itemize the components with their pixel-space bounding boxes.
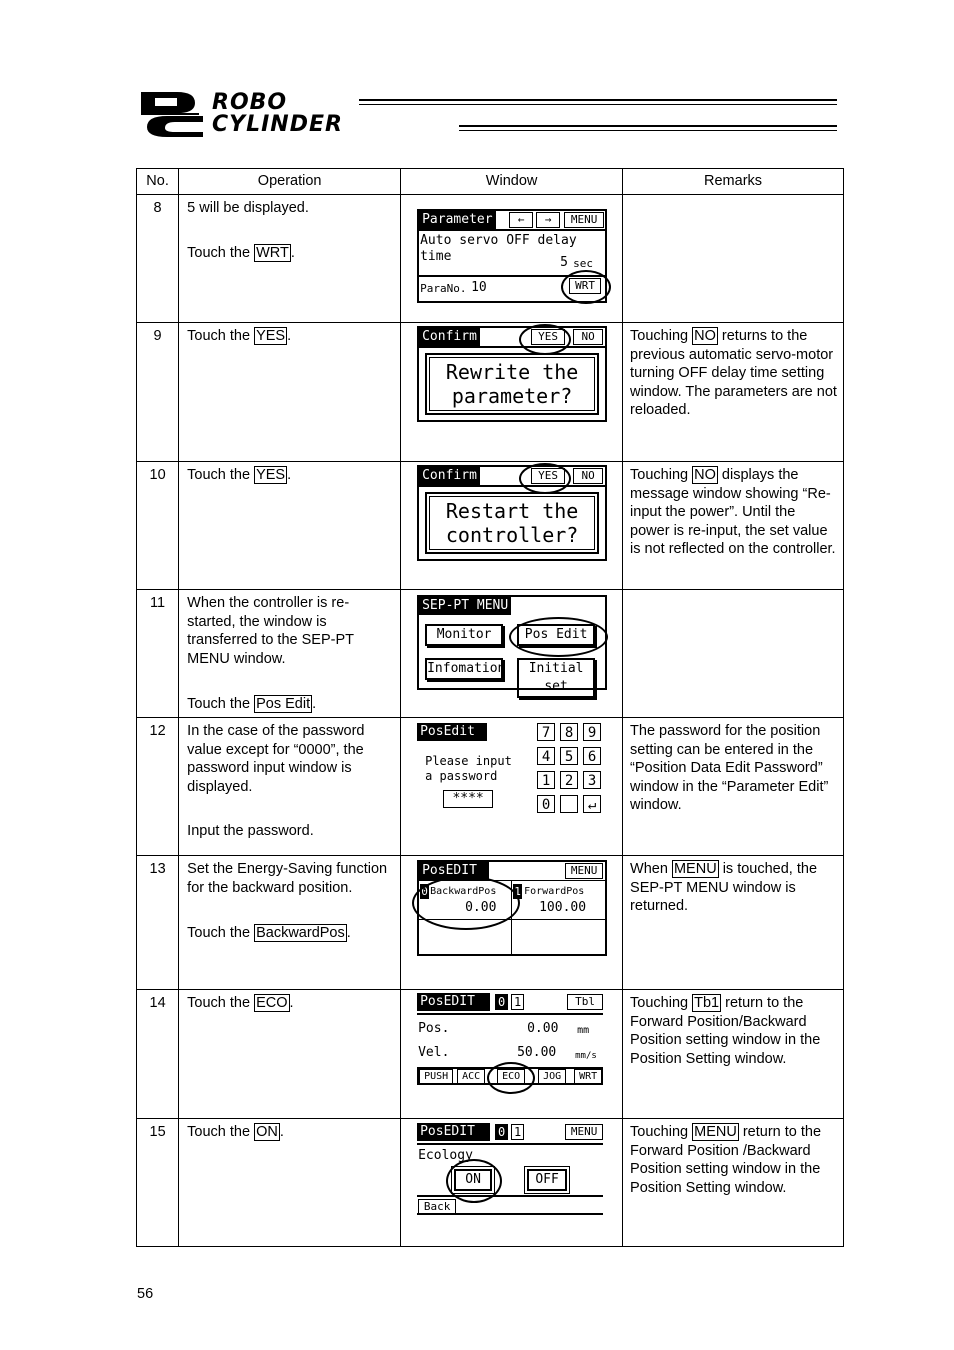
operation-cell <box>179 856 401 990</box>
remarks-text: returns to the previous automatic servo-motor turning OFF delay time setting window. The parameters are not reloaded. <box>630 328 837 418</box>
lcd-confirm-screen <box>417 326 607 422</box>
operation-cell <box>179 990 401 1119</box>
lcd-confirm-screen <box>417 465 607 561</box>
menu-button[interactable]: MENU <box>564 212 604 228</box>
header-window: Window <box>401 169 623 195</box>
highlight-circle <box>509 617 608 657</box>
highlight-circle <box>412 876 520 930</box>
no-button[interactable]: NO <box>573 329 603 345</box>
key-label-yes: YES <box>256 328 286 344</box>
no-button[interactable]: NO <box>573 468 603 484</box>
remarks-cell <box>623 323 844 462</box>
backward-value: 0.00 <box>465 900 497 915</box>
rc-logo-mark-icon <box>137 90 205 138</box>
password-prompt: Please input <box>425 754 512 768</box>
remarks-text: displays the message window showing “Re-input the power”. Until the power is re-input, the set value is not reflected on the controller. <box>630 467 836 557</box>
key-label-tb1: Tb1 <box>694 995 720 1011</box>
vel-value: 50.00 <box>517 1045 557 1060</box>
header-operation: Operation <box>179 169 401 195</box>
message-box <box>429 496 595 550</box>
information-button[interactable]: Infomation <box>425 658 503 680</box>
logo-rule <box>359 99 837 101</box>
operation-text: In the case of the password value except for “0000”, the password input window is displayed. <box>187 723 365 795</box>
window-cell <box>401 590 623 718</box>
keypad-key[interactable]: 9 <box>583 723 601 741</box>
lcd-bottom-edge <box>417 1213 603 1215</box>
operation-text: 5 will be displayed. <box>187 200 309 216</box>
arrow-right-icon[interactable]: → <box>536 212 560 228</box>
instruction-text: Touch the <box>187 328 255 344</box>
lcd-title: Confirm <box>419 328 480 346</box>
forward-value: 100.00 <box>539 900 587 915</box>
highlight-circle <box>519 463 571 494</box>
operation-instruction <box>187 327 394 346</box>
key-label-on: ON <box>256 1124 278 1140</box>
menu-button[interactable]: MENU <box>565 863 603 879</box>
step-number: 10 <box>137 462 179 590</box>
keypad-key[interactable]: 7 <box>537 723 555 741</box>
pos-value: 0.00 <box>527 1021 559 1036</box>
initial-set-button[interactable]: Initial set <box>517 658 595 698</box>
message-line: parameter? <box>451 384 573 408</box>
operation-instruction: Input the password. <box>187 823 314 839</box>
backward-pos-button[interactable]: BackwardPos <box>430 886 497 897</box>
off-button[interactable]: OFF <box>527 1169 567 1191</box>
keypad-key[interactable]: 1 <box>537 771 555 789</box>
arrow-left-icon[interactable]: ← <box>509 212 533 228</box>
window-cell <box>401 856 623 990</box>
operation-cell <box>179 462 401 590</box>
remarks-text: return to the Forward Position /Backward Position setting window in the Position Setting window. <box>630 1124 822 1196</box>
operation-cell <box>179 195 401 323</box>
remarks-text: Touching <box>630 467 693 483</box>
window-cell <box>401 718 623 856</box>
lcd-title: Confirm <box>419 467 480 485</box>
operation-cell <box>179 718 401 856</box>
highlight-circle <box>487 1062 535 1094</box>
lcd-divider <box>417 1195 603 1197</box>
backward-index: 0 <box>421 885 428 898</box>
window-cell <box>401 1119 623 1247</box>
operation-cell <box>179 323 401 462</box>
param-description: Auto servo OFF delay <box>420 233 577 248</box>
lcd-title-bar <box>419 597 605 615</box>
instruction-text: . <box>287 467 292 483</box>
operation-cell <box>179 590 401 718</box>
lcd-menu-screen <box>417 595 607 694</box>
lcd-posedit-screen <box>417 860 607 956</box>
tbl-button[interactable]: Tbl <box>567 994 603 1010</box>
table-row <box>137 462 844 590</box>
wrt-button[interactable]: WRT <box>574 1069 602 1085</box>
instruction-text: Touch the <box>187 467 255 483</box>
instruction-text: . <box>346 925 351 941</box>
lcd-parameter-screen <box>417 209 607 303</box>
remarks-cell: The password for the position setting can be entered in the “Position Data Edit Password” window in the “Parameter Edit” window. <box>623 718 844 856</box>
instruction-text: . <box>312 696 317 712</box>
lcd-divider <box>417 1143 603 1145</box>
page-number: 56 <box>137 1286 154 1302</box>
pos-unit: mm <box>577 1025 590 1036</box>
keypad-key[interactable]: 8 <box>560 723 578 741</box>
wrt-button[interactable]: WRT <box>569 278 601 294</box>
step-number: 15 <box>137 1119 179 1247</box>
table-index-1: 1 <box>511 1124 524 1140</box>
lcd-title: PosEDIT <box>417 993 490 1011</box>
message-frame <box>425 492 599 554</box>
push-button[interactable]: PUSH <box>419 1069 453 1085</box>
param-description-2: time <box>420 249 452 264</box>
keypad-key[interactable]: 4 <box>537 747 555 765</box>
step-number: 8 <box>137 195 179 323</box>
remarks-cell <box>623 195 844 323</box>
keypad-key[interactable]: 6 <box>583 747 601 765</box>
remarks-cell <box>623 590 844 718</box>
enter-key-icon[interactable]: ↵ <box>583 795 601 813</box>
lcd-ecology-screen <box>417 1123 603 1215</box>
highlight-circle <box>561 270 611 304</box>
operation-text: Set the Energy-Saving function for the backward position. <box>187 861 388 896</box>
instruction-text: Touch the <box>187 244 255 261</box>
message-line: Restart the <box>445 499 579 523</box>
remarks-text: return to the Forward Position/Backward Position setting window in the Position Setting window. <box>630 995 821 1067</box>
remarks-text: Touching <box>630 328 693 344</box>
instruction-text: . <box>290 244 295 261</box>
pos-label: Pos. <box>418 1021 450 1036</box>
lcd-title: PosEdit <box>417 723 487 741</box>
message-line: controller? <box>445 523 579 547</box>
key-label-menu: MENU <box>694 1124 737 1140</box>
logo-rule <box>359 104 837 105</box>
table-row <box>137 323 844 462</box>
operation-table <box>136 168 844 1247</box>
key-label-no: NO <box>694 328 716 344</box>
step-number: 11 <box>137 590 179 718</box>
lcd-title: Parameter <box>419 211 495 229</box>
remarks-cell <box>623 990 844 1119</box>
highlight-circle <box>446 1159 502 1203</box>
header-no: No. <box>137 169 179 195</box>
jog-button[interactable]: JOG <box>538 1069 566 1085</box>
param-value: 5 <box>560 255 568 270</box>
key-label-menu: MENU <box>673 861 717 877</box>
logo-text-robo: ROBO <box>212 90 288 115</box>
yes-button[interactable]: YES <box>531 468 565 484</box>
pos-edit-button[interactable]: Pos Edit <box>517 624 595 646</box>
remarks-text: Touching <box>630 1124 693 1140</box>
eco-button[interactable]: ECO <box>497 1069 525 1085</box>
table-row <box>137 990 844 1119</box>
logo-rule <box>459 125 837 127</box>
keypad-key[interactable]: 3 <box>583 771 601 789</box>
key-label-pos-edit: Pos Edit <box>256 696 311 712</box>
remarks-text: is touched, the SEP-PT MENU window is returned. <box>630 861 818 914</box>
acc-button[interactable]: ACC <box>457 1069 485 1085</box>
on-button[interactable]: ON <box>454 1169 492 1191</box>
instruction-text: . <box>287 328 292 344</box>
operation-cell <box>179 1119 401 1247</box>
operation-instruction <box>187 994 394 1013</box>
back-button[interactable]: Back <box>418 1199 456 1215</box>
header-remarks: Remarks <box>623 169 844 195</box>
instruction-text: . <box>289 995 294 1011</box>
table-header-row <box>137 169 844 195</box>
window-cell <box>401 323 623 462</box>
keypad-key[interactable]: 2 <box>560 771 578 789</box>
instruction-text: Touch the <box>187 925 255 941</box>
keypad-key[interactable]: 5 <box>560 747 578 765</box>
keypad-key[interactable]: 0 <box>537 795 555 813</box>
lcd-divider <box>417 1013 603 1015</box>
operation-instruction <box>187 466 394 485</box>
robo-cylinder-logo <box>137 90 847 140</box>
lcd-posedit-detail-screen <box>417 993 603 1085</box>
step-number: 14 <box>137 990 179 1119</box>
table-index-0: 0 <box>495 994 508 1010</box>
remarks-text: When <box>630 861 672 877</box>
logo-text-cylinder: CYLINDER <box>212 112 343 137</box>
window-cell <box>401 462 623 590</box>
table-row <box>137 1119 844 1247</box>
operation-instruction <box>187 244 394 263</box>
keypad-key-blank[interactable] <box>560 795 578 813</box>
operation-instruction <box>187 924 394 943</box>
step-number: 12 <box>137 718 179 856</box>
vel-unit: mm/s <box>575 1051 597 1061</box>
lcd-title: SEP-PT MENU <box>419 597 511 615</box>
lcd-title-bar <box>419 211 605 231</box>
instruction-text: Touch the <box>187 995 255 1011</box>
vel-label: Vel. <box>418 1045 450 1060</box>
remarks-cell <box>623 462 844 590</box>
logo-rule <box>459 130 837 131</box>
param-unit: sec <box>573 257 593 270</box>
window-cell <box>401 195 623 323</box>
instruction-text: Touch the <box>187 1124 255 1140</box>
lcd-title-bar <box>419 328 605 348</box>
ecology-label: Ecology <box>418 1148 473 1163</box>
lcd-title: PosEDIT <box>417 1123 490 1141</box>
lcd-title-bar <box>419 467 605 487</box>
forward-pos-button[interactable]: ForwardPos <box>524 886 585 897</box>
message-box <box>429 357 595 411</box>
monitor-button[interactable]: Monitor <box>425 624 503 646</box>
password-field[interactable]: **** <box>443 790 493 808</box>
password-prompt-2: a password <box>425 769 498 783</box>
remarks-text: Touching <box>630 995 693 1011</box>
operation-text: When the controller is re-started, the window is transferred to the SEP-PT MENU window. <box>187 595 354 667</box>
table-index-0: 0 <box>495 1124 508 1140</box>
lcd-title: PosEDIT <box>419 862 489 880</box>
key-label-backwardpos: BackwardPos <box>256 925 345 941</box>
key-label-eco: ECO <box>256 995 288 1011</box>
operation-instruction <box>187 1123 394 1142</box>
remarks-cell <box>623 856 844 990</box>
key-label-no: NO <box>694 467 716 483</box>
yes-button[interactable]: YES <box>531 329 565 345</box>
table-row <box>137 590 844 718</box>
key-label-yes: YES <box>256 467 286 483</box>
highlight-circle <box>519 324 571 355</box>
table-index-1: 1 <box>511 994 524 1010</box>
para-no-value: 10 <box>471 280 487 295</box>
forward-index: 1 <box>514 885 521 898</box>
step-number: 9 <box>137 323 179 462</box>
message-line: Rewrite the <box>445 360 579 384</box>
key-label-wrt: WRT <box>256 244 289 261</box>
table-row <box>137 718 844 856</box>
menu-button[interactable]: MENU <box>565 1124 603 1140</box>
instruction-text: Touch the <box>187 696 255 712</box>
lcd-password-screen <box>417 723 603 815</box>
para-no-label: ParaNo. <box>420 282 467 295</box>
operation-instruction <box>187 695 394 714</box>
table-row <box>137 856 844 990</box>
step-number: 13 <box>137 856 179 990</box>
window-cell <box>401 990 623 1119</box>
table-row <box>137 195 844 323</box>
instruction-text: . <box>279 1124 284 1140</box>
remarks-cell <box>623 1119 844 1247</box>
message-frame <box>425 353 599 415</box>
